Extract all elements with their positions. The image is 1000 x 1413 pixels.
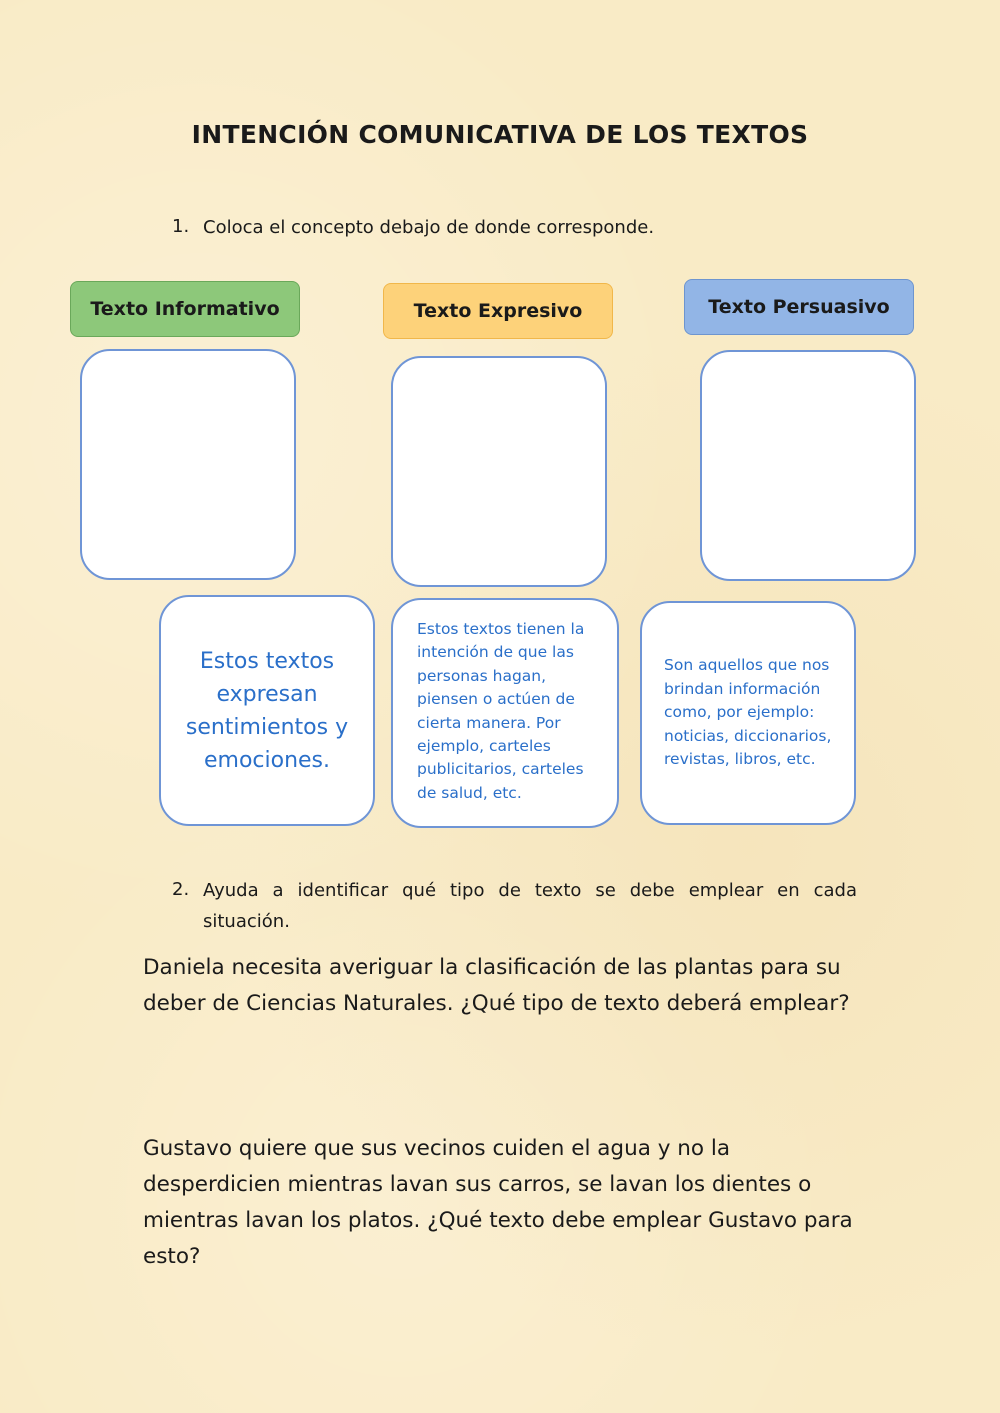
header-texto-expresivo [383,283,613,339]
question-gustavo: Gustavo quiere que sus vecinos cuiden el agua y no la desperdicien mientras lavan sus carros, se lavan los dientes o mientras lavan los platos. ¿Qué texto debe emplear Gustavo para esto? [143,1136,853,1269]
card-text: Estos textos expresan sentimientos y emociones. [185,648,349,773]
concept-card-persuasivo[interactable] [391,598,619,828]
drop-zone-informativo[interactable] [80,349,296,580]
section1-instruction: Coloca el concepto debajo de donde corresponde. [203,217,655,238]
section2-number: 2. [172,879,190,900]
header-label: Texto Persuasivo [708,296,890,318]
concept-card-sentimientos[interactable] [159,595,375,826]
concept-card-informativo[interactable] [640,601,856,825]
question-daniela: Daniela necesita averiguar la clasificación de las plantas para su deber de Ciencias Naturales. ¿Qué tipo de texto deberá emplear? [143,955,850,1016]
drop-zone-persuasivo[interactable] [700,350,916,581]
section2-instruction: Ayuda a identificar qué tipo de texto se debe emplear en cada situación. [203,880,857,932]
section1-number: 1. [172,216,190,237]
header-texto-persuasivo [684,279,914,335]
header-texto-informativo [70,281,300,337]
header-label: Texto Informativo [90,298,280,320]
card-text: Estos textos tienen la intención de que las personas hagan, piensen o actúen de cierta manera. Por ejemplo, carteles publicitarios, carteles de salud, etc. [417,620,585,802]
header-label: Texto Expresivo [413,300,583,322]
page-title: INTENCIÓN COMUNICATIVA DE LOS TEXTOS [191,120,809,149]
card-text: Son aquellos que nos brindan información como, por ejemplo: noticias, diccionarios, revistas, libros, etc. [664,656,832,769]
drop-zone-expresivo[interactable] [391,356,607,587]
